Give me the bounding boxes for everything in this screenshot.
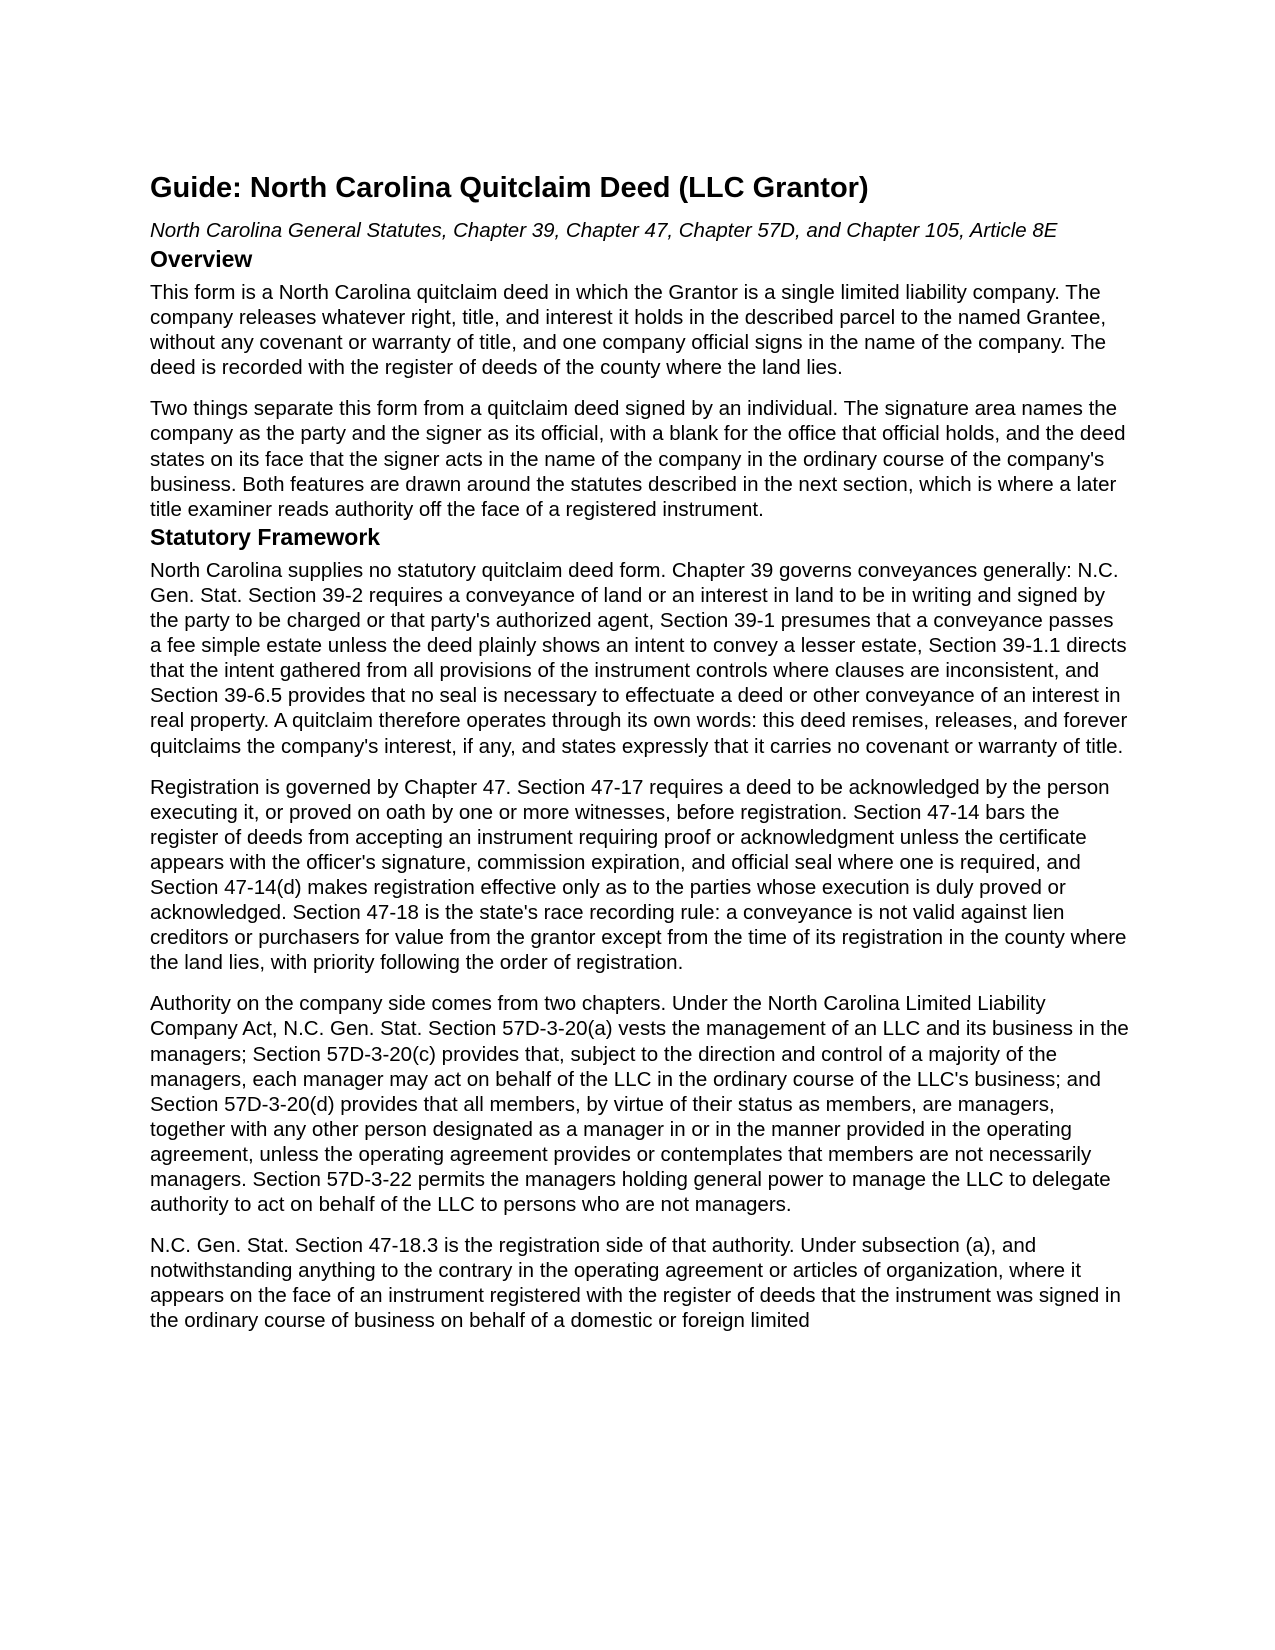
section-heading-statutory-framework: Statutory Framework	[150, 523, 381, 550]
document-page	[150, 170, 1130, 1334]
framework-paragraph-2: Registration is governed by Chapter 47. Section 47-17 requires a deed to be acknowledged by the person executing it, or proved on oath by one or more witnesses, before registration. Section 47-14 bars the register of deeds from accepting an instrument requiring proof or acknowledgment unless the certificate appears with the officer's signature, commission expiration, and official seal where one is required, and Section 47-14(d) makes registration effective only as to the parties whose execution is duly proved or acknowledged. Section 47-18 is the state's race recording rule: a conveyance is not valid against lien creditors or purchasers for value from the grantor except from the time of its registration in the county where the land lies, with priority following the order of registration.	[150, 775, 1127, 975]
framework-paragraph-1: North Carolina supplies no statutory quitclaim deed form. Chapter 39 governs conveyances generally: N.C. Gen. Stat. Section 39-2 requires a conveyance of land or an interest in land to be in writing and signed by the party to be charged or that party's authorized agent, Section 39-1 presumes that a conveyance passes a fee simple estate unless the deed plainly shows an intent to convey a lesser estate, Section 39-1.1 directs that the intent gathered from all provisions of the instrument controls where clauses are inconsistent, and Section 39-6.5 provides that no seal is necessary to effectuate a deed or other conveyance of an interest in real property. A quitclaim therefore operates through its own words: this deed remises, releases, and forever quitclaims the company's interest, if any, and states expressly that it carries no covenant or warranty of title.	[150, 558, 1128, 758]
section-heading-overview: Overview	[150, 246, 253, 272]
framework-paragraph-4: N.C. Gen. Stat. Section 47-18.3 is the registration side of that authority. Under subsection (a), and notwithstanding anything to the contrary in the operating agreement or articles of organization, where it appears on the face of an instrument registered with the register of deeds that the instrument was signed in the ordinary course of business on behalf of a domestic or foreign limited	[150, 1234, 1121, 1333]
framework-paragraph-3: Authority on the company side comes from two chapters. Under the North Carolina Limited Liability Company Act, N.C. Gen. Stat. Section 57D-3-20(a) vests the management of an LLC and its business in the managers; Section 57D-3-20(c) provides that, subject to the direction and control of a majority of the managers, each manager may act on behalf of the LLC in the ordinary course of the LLC's business; and Section 57D-3-20(d) provides that all members, by virtue of their status as members, are managers, together with any other person designated as a manager in or in the manner provided in the operating agreement, unless the operating agreement provides or contemplates that members are not necessarily managers. Section 57D-3-22 permits the managers holding general power to manage the LLC to delegate authority to act on behalf of the LLC to persons who are not managers.	[150, 992, 1129, 1217]
document-subtitle: North Carolina General Statutes, Chapter 39, Chapter 47, Chapter 57D, and Chapter 105, Article 8E	[150, 219, 1058, 242]
document-title: Guide: North Carolina Quitclaim Deed (LLC Grantor)	[150, 172, 869, 204]
overview-paragraph-1: This form is a North Carolina quitclaim deed in which the Grantor is a single limited liability company. The company releases whatever right, title, and interest it holds in the described parcel to the named Grantee, without any covenant or warranty of title, and one company official signs in the name of the company. The deed is recorded with the register of deeds of the county where the land lies.	[150, 281, 1107, 380]
overview-paragraph-2: Two things separate this form from a quitclaim deed signed by an individual. The signature area names the company as the party and the signer as its official, with a blank for the office that official holds, and the deed states on its face that the signer acts in the name of the company in the ordinary course of the company's business. Both features are drawn around the statutes described in the next section, which is where a later title examiner reads authority off the face of a registered instrument.	[150, 397, 1126, 521]
